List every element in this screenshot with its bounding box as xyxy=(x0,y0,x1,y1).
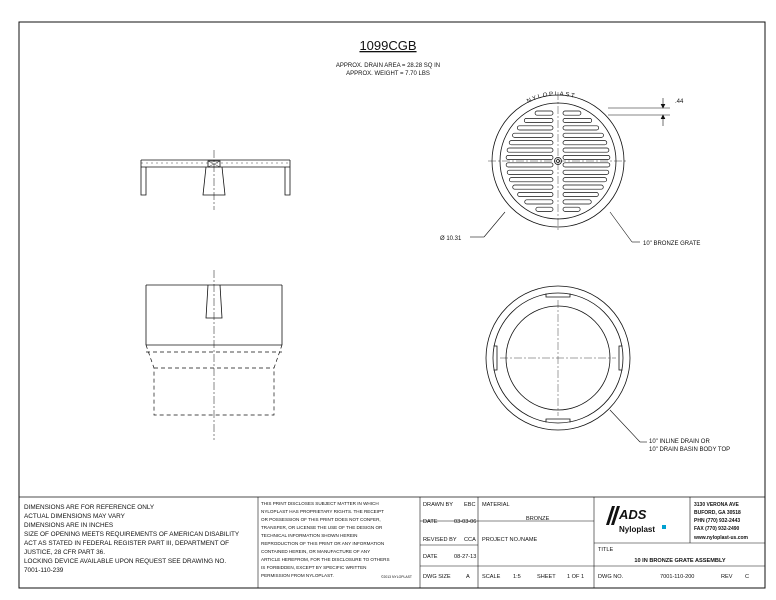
dwg-size-value: A xyxy=(466,574,470,580)
note-line: LOCKING DEVICE AVAILABLE UPON REQUEST SEE DRAWING NO. xyxy=(24,558,227,565)
phone: PHN (770) 932-2443 xyxy=(694,518,741,524)
dwg-no-label: DWG NO. xyxy=(598,574,624,580)
notes xyxy=(24,504,240,574)
note-line: ACT AS STATED IN FEDERAL REGISTER PART III, DEPARTMENT OF xyxy=(24,540,230,547)
rev-label: REV xyxy=(721,574,733,580)
proprietary-line: ARTICLE HEREFROM, FOR THE DISCLOSURE TO OTHERS xyxy=(261,557,390,562)
revised-by-value: CCA xyxy=(464,537,476,543)
proprietary-notice xyxy=(261,501,412,579)
sheet-label: SHEET xyxy=(537,574,556,580)
slot-dimension-text: .44 xyxy=(675,99,684,105)
proprietary-line: TRANSFER, OR LICENSE THE USE OF THE DESIGN OR xyxy=(261,525,383,530)
address-line1: 3130 VERONA AVE xyxy=(694,502,739,508)
nyloplast-logo-text: Nyloplast xyxy=(619,525,656,534)
proprietary-line: IS FORBIDDEN, EXCEPT BY SPECIFIC WRITTEN xyxy=(261,565,367,570)
website: www.nyloplast-us.com xyxy=(694,535,748,541)
scale-label: SCALE xyxy=(482,574,501,580)
proprietary-line: TECHNICAL INFORMATION SHOWN HEREIN xyxy=(261,533,358,538)
revised-by-label: REVISED BY xyxy=(423,537,457,543)
proprietary-line: CONTAINED HEREIN, OR MANUFACTURE OF ANY xyxy=(261,549,371,554)
date-label: DATE xyxy=(423,519,438,525)
dwg-size-label: DWG SIZE xyxy=(423,574,451,580)
note-line: 7001-110-239 xyxy=(24,567,64,574)
note-line: SIZE OF OPENING MEETS REQUIREMENTS OF AMERICAN DISABILITY xyxy=(24,531,240,538)
note-line: DIMENSIONS ARE FOR REFERENCE ONLY xyxy=(24,504,155,511)
rev-date-value: 08-27-13 xyxy=(454,554,477,560)
note-line: JUSTICE, 28 CFR PART 36. xyxy=(24,549,105,556)
sheet-value: 1 OF 1 xyxy=(567,574,585,580)
rim-text-path: NYLOPLAST xyxy=(526,91,577,105)
address-line2: BUFORD, GA 30518 xyxy=(694,510,741,516)
dwg-no-value: 7001-110-200 xyxy=(660,574,695,580)
proprietary-line: NYLOPLAST HAS PROPRIETARY RIGHTS. THE RECEIPT xyxy=(261,509,384,514)
date-value: 03-03-06 xyxy=(454,519,477,525)
fax: FAX (770) 932-2490 xyxy=(694,526,740,532)
drawn-by-value: EBC xyxy=(464,502,476,508)
scale-value: 1:5 xyxy=(513,574,521,580)
material-value: BRONZE xyxy=(526,516,550,522)
proprietary-line: OR POSSESSION OF THIS PRINT DOES NOT CONFER, xyxy=(261,517,381,522)
rev-value: C xyxy=(745,574,750,580)
grate-callout: 10" BRONZE GRATE xyxy=(643,241,701,247)
note-line: ACTUAL DIMENSIONS MAY VARY xyxy=(24,513,125,520)
nyloplast-logo-mark xyxy=(662,525,666,529)
weight: APPROX. WEIGHT = 7.70 LBS xyxy=(346,71,430,77)
proprietary-line: THIS PRINT DISCLOSES SUBJECT MATTER IN WHICH xyxy=(261,501,379,506)
ads-logo xyxy=(606,506,666,534)
diameter-text: Ø 10.31 xyxy=(440,236,462,242)
note-line: DIMENSIONS ARE IN INCHES xyxy=(24,522,114,529)
proprietary-line: REPRODUCTION OF THIS PRINT OR ANY INFORMATION xyxy=(261,541,385,546)
proprietary-line: PERMISSION FROM NYLOPLAST. xyxy=(261,573,334,578)
ads-logo-text: ADS xyxy=(619,507,647,522)
rev-date-label: DATE xyxy=(423,554,438,560)
drawn-by-label: DRAWN BY xyxy=(423,502,453,508)
title-label: TITLE xyxy=(598,547,614,553)
body-callout-line1: 10" INLINE DRAIN OR xyxy=(649,439,710,445)
body-callout-line2: 10" DRAIN BASIN BODY TOP xyxy=(649,447,731,453)
title-value: 10 IN BRONZE GRATE ASSEMBLY xyxy=(634,558,726,564)
part-number: 1099CGB xyxy=(359,38,417,53)
project-label: PROJECT NO./NAME xyxy=(482,537,538,543)
material-label: MATERIAL xyxy=(482,502,510,508)
drain-area: APPROX. DRAIN AREA = 28.28 SQ IN xyxy=(335,63,441,69)
copyright: ©2013 NYLOPLAST xyxy=(381,575,412,579)
